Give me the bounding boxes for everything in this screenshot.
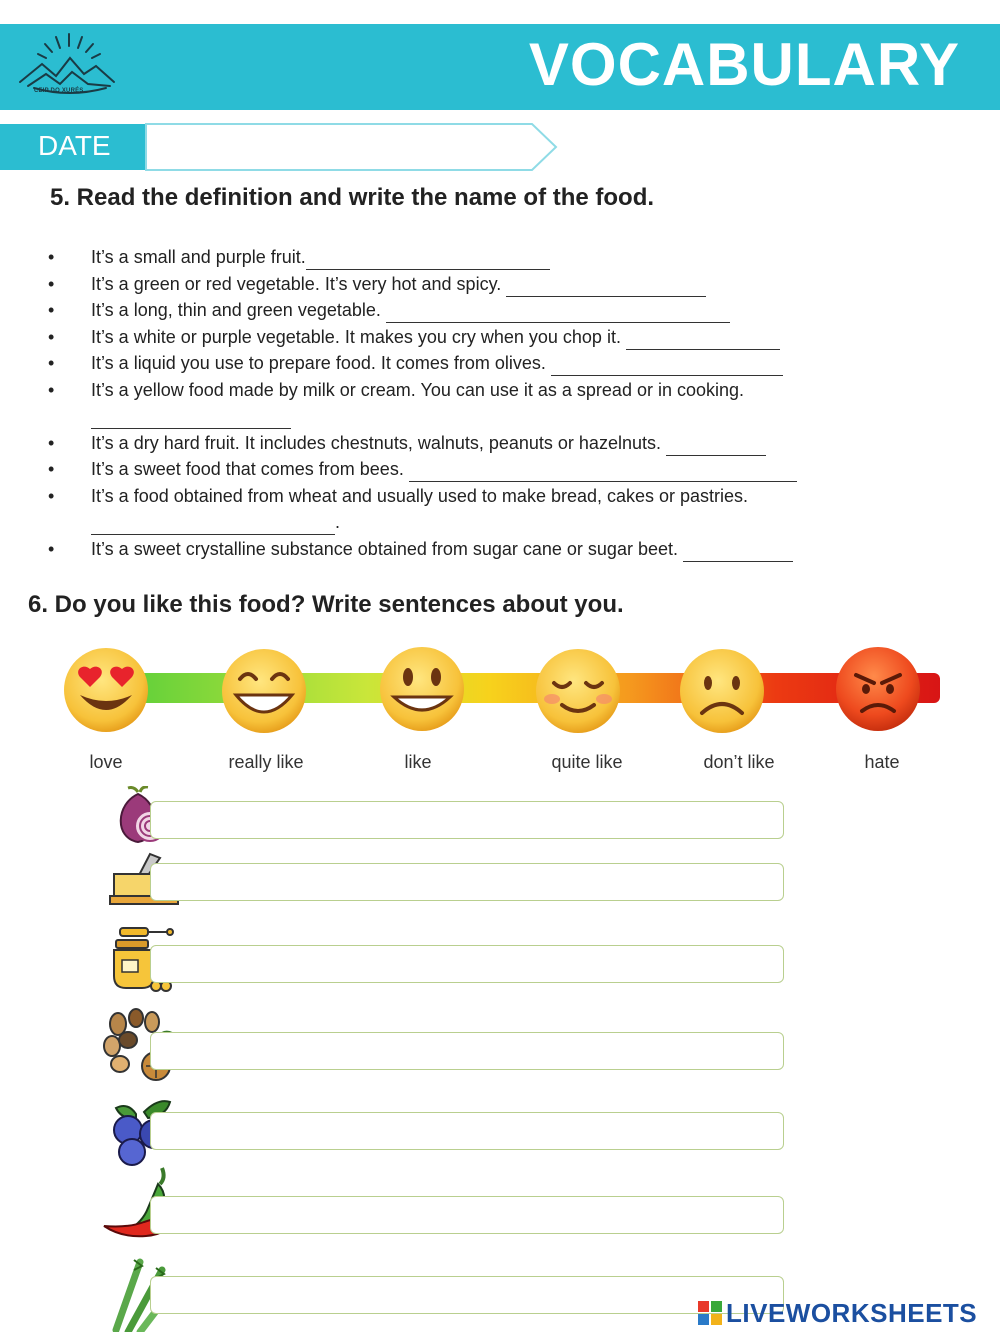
exercise-5-title: 5. Read the definition and write the name of the food.: [50, 184, 655, 211]
liveworksheets-logo-icon: [698, 1301, 722, 1325]
list-item: • It’s a sweet crystalline substance obtained from sugar cane or sugar beet.: [48, 536, 948, 563]
list-item-continuation: .: [48, 509, 948, 536]
list-item: • It’s a green or red vegetable. It’s very hot and spicy.: [48, 271, 948, 298]
bullet: •: [48, 432, 55, 453]
answer-blank-3[interactable]: [386, 302, 730, 323]
scale-label-dont-like: don’t like: [703, 752, 775, 772]
really-like-emoji-icon: [222, 649, 306, 733]
scale-label-really-like: really like: [228, 752, 304, 772]
date-bar: [0, 122, 560, 172]
hate-emoji-icon: [836, 647, 920, 731]
scale-label-hate: hate: [864, 752, 900, 772]
answer-blank-10[interactable]: [683, 541, 793, 562]
answer-honey[interactable]: [150, 945, 784, 983]
answer-blank-6[interactable]: [91, 408, 291, 429]
answer-blank-1[interactable]: [306, 249, 550, 270]
bullet: •: [48, 485, 55, 506]
scale-label-like: like: [404, 752, 432, 772]
answer-chili[interactable]: [150, 1196, 784, 1234]
scale-label-love: love: [89, 752, 123, 772]
bullet: •: [48, 247, 55, 267]
bullet: •: [48, 326, 55, 347]
exercise-6-title: 6. Do you like this food? Write sentences about you.: [28, 591, 624, 618]
answer-nuts[interactable]: [150, 1032, 784, 1070]
date-input[interactable]: [150, 126, 524, 170]
date-label: DATE: [38, 130, 111, 161]
answer-butter[interactable]: [150, 863, 784, 901]
definitions-list: [48, 244, 948, 562]
quite-like-emoji-icon: [536, 649, 620, 733]
answer-blank-8[interactable]: [409, 461, 797, 482]
list-item: • It’s a sweet food that comes from bees.: [48, 456, 948, 483]
header-banner: [0, 24, 1000, 110]
brand-text: LIVEWORKSHEETS: [726, 1297, 978, 1328]
dont-like-emoji-icon: [680, 649, 764, 733]
answer-blank-7[interactable]: [666, 435, 766, 456]
school-logo-icon: [14, 28, 124, 108]
answer-blank-5[interactable]: [551, 355, 783, 376]
like-emoji-icon: [380, 647, 464, 731]
answer-blueberries[interactable]: [150, 1112, 784, 1150]
answer-blank-2[interactable]: [506, 276, 706, 297]
answer-blank-9[interactable]: [91, 514, 335, 535]
answer-blank-4[interactable]: [626, 329, 780, 350]
liveworksheets-brand: [698, 1298, 977, 1328]
list-item: • It’s a yellow food made by milk or cream. You can use it as a spread or in cooking.: [48, 377, 948, 404]
answer-asparagus[interactable]: [150, 1276, 784, 1314]
list-item-continuation: [48, 403, 948, 430]
bullet: •: [48, 273, 55, 294]
bullet: •: [48, 459, 55, 479]
list-item: • It’s a dry hard fruit. It includes chestnuts, walnuts, peanuts or hazelnuts.: [48, 430, 948, 457]
list-item: • It’s a liquid you use to prepare food. It comes from olives.: [48, 350, 948, 377]
answer-onion[interactable]: [150, 801, 784, 839]
list-item: • It’s a small and purple fruit.: [48, 244, 948, 271]
love-emoji-icon: [64, 648, 148, 732]
page-title: VOCABULARY: [528, 31, 960, 98]
emotion-scale: [60, 645, 950, 735]
list-item: • It’s a food obtained from wheat and usually used to make bread, cakes or pastries.: [48, 483, 948, 510]
bullet: •: [48, 353, 55, 373]
list-item: • It’s a white or purple vegetable. It makes you cry when you chop it.: [48, 324, 948, 351]
bullet: •: [48, 300, 55, 320]
bullet: •: [48, 538, 55, 559]
bullet: •: [48, 379, 55, 400]
logo-text: CEIP DO XURÉS: [34, 88, 84, 94]
scale-label-quite-like: quite like: [551, 752, 623, 772]
list-item: • It’s a long, thin and green vegetable.: [48, 297, 948, 324]
